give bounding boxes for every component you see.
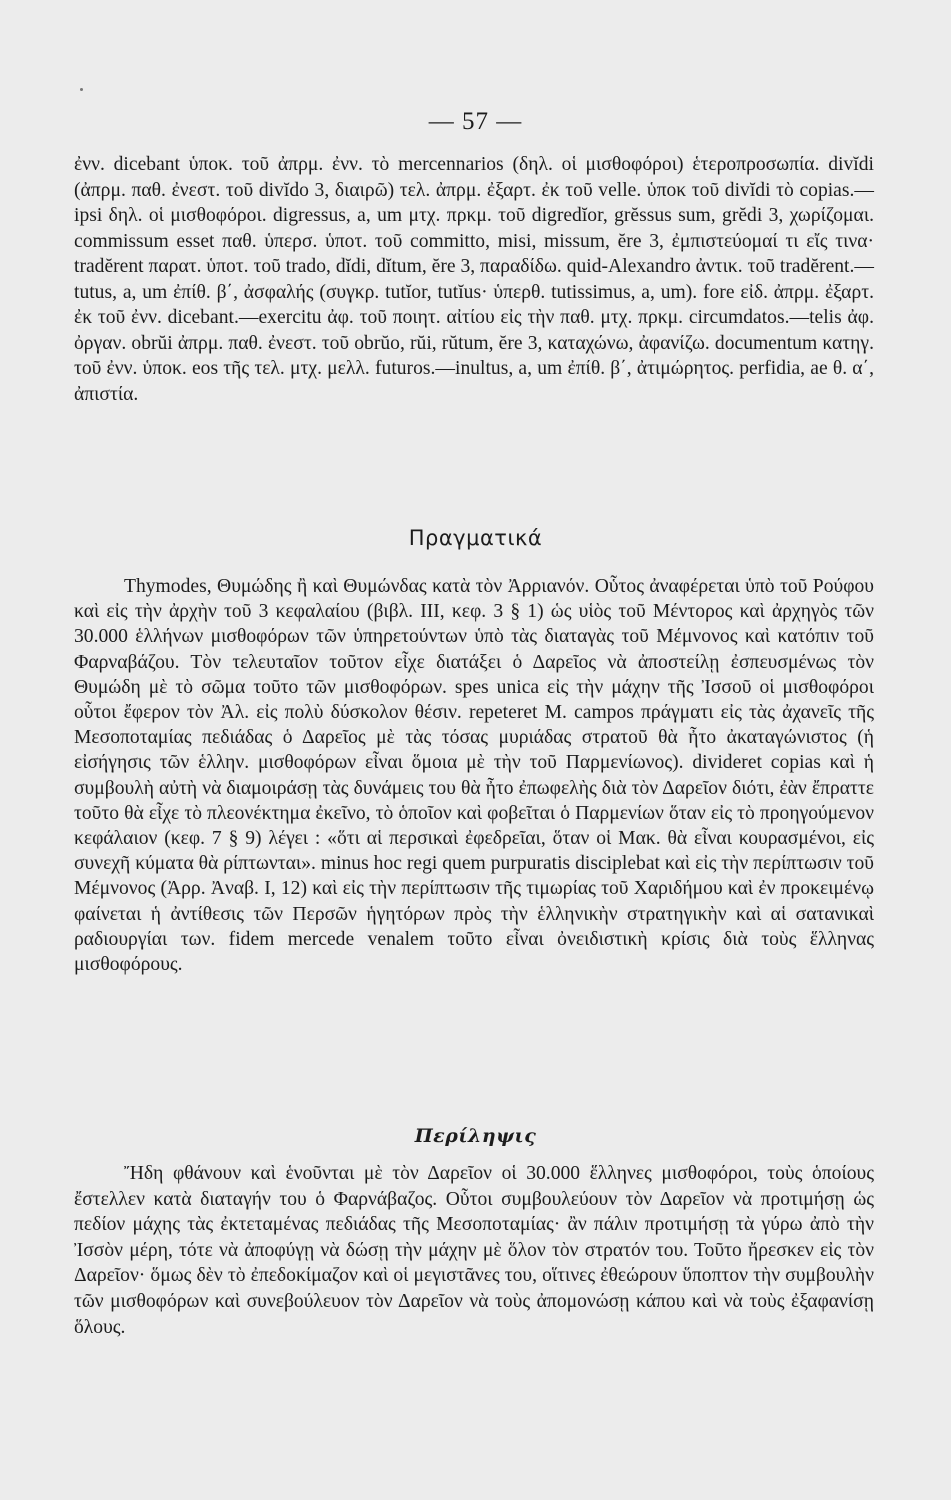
page-number: — 57 —	[428, 108, 523, 135]
section-heading-perilepsis: Περίληψις	[414, 1125, 537, 1147]
vocabulary-gloss	[74, 152, 874, 407]
scan-speck	[80, 88, 83, 91]
section-body-perilepsis	[74, 1161, 874, 1340]
section-body-pragmatika	[74, 574, 874, 977]
perilepsis-paragraph: Ἤδη φθάνουν καὶ ἑνοῦνται μὲ τὸν Δαρεῖον οἱ 30.000 ἕλληνες μισθοφόροι, τοὺς ὁποίους ἔστελλεν κατὰ διαταγήν του ὁ Φαρνάβαζος. Οὗτοι συμβουλεύουν τὸν Δαρεῖον νὰ προτιμήσῃ ὡς πεδίον μάχης τὰς ἐκτεταμένας πεδιάδας τῆς Μεσοποταμίας· ἂν πάλιν προτιμήσῃ τὰ γύρω ἀπὸ τὴν Ἰσσὸν μέρη, τότε νὰ ἀποφύγῃ νὰ δώσῃ τὴν μάχην μὲ ὅλον τὸν στρατόν του. Τοῦτο ἤρεσκεν εἰς τὸν Δαρεῖον· ὅμως δὲν τὸ ἐπεδοκίμαζον καὶ οἱ μεγιστᾶνες του, οἵτινες ἐθεώρουν ὕποπτον τὴν συμβουλὴν τῶν μισθοφόρων καὶ συνεβούλευον τὸν Δαρεῖον νὰ τοὺς ἀπομονώσῃ κάπου καὶ νὰ τοὺς ἐξαφανίσῃ ὅλους.	[74, 1163, 874, 1338]
pragmatika-paragraph: Thymodes, Θυμώδης ἢ καὶ Θυμώνδας κατὰ τὸν Ἀρριανόν. Οὗτος ἀναφέρεται ὑπὸ τοῦ Ρούφου καὶ εἰς τὴν ἀρχὴν τοῦ 3 κεφαλαίου (βιβλ. III, κεφ. 3 § 1) ὡς υἱὸς τοῦ Μέντορος καὶ ἀρχηγὸς τῶν 30.000 ἑλλήνων μισθοφόρων τῶν ὑπηρετούντων ὑπὸ τὰς διαταγὰς τοῦ Μέμνονος καὶ κατόπιν τοῦ Φαρναβάζου. Τὸν τελευταῖον τοῦτον εἶχε διατάξει ὁ Δαρεῖος νὰ ἀποστείλῃ ἐσπευσμένως τὸν Θυμώδη μὲ τὸ σῶμα τοῦτο τῶν μισθοφόρων. spes unica εἰς τὴν μάχην τῆς Ἰσσοῦ οἱ μισθοφόροι οὗτοι ἔφερον τὸν Ἀλ. εἰς πολὺ δύσκολον θέσιν. repeteret M. campos πράγματι εἰς τὰς ἀχανεῖς τῆς Μεσοποταμίας πεδιάδας ὁ Δαρεῖος μὲ τὰς τόσας μυριάδας στρατοῦ θὰ ἦτο ἀκαταγώνιστος (ἡ εἰσήγησις τῶν ἑλλην. μισθοφόρων εἶναι ὅμοια μὲ τὴν τοῦ Παρμενίωνος). divideret copias καὶ ἡ συμβουλὴ αὐτὴ νὰ διαμοιράσῃ τὰς δυνάμεις του θὰ ἦτο ἐπωφελὴς διὰ τὸν Δαρεῖον διότι, ἐὰν ἔπραττε τοῦτο θὰ εἶχε τὸ πλεονέκτημα ἐκεῖνο, τὸ ὁποῖον καὶ φοβεῖται ὁ Παρμενίων ὅταν εἰς τὸ προηγούμενον κεφάλαιον (κεφ. 7 § 9) λέγει : «ὅτι αἱ περσικαὶ ἐφεδρεῖαι, ὅταν οἱ Μακ. θὰ εἶναι κουρασμένοι, εἰς συνεχῆ κύματα θὰ ρίπτωνται». minus hoc regi quem purpuratis disciplebat καὶ εἰς τὴν περίπτωσιν τοῦ Μέμνονος (Ἀρρ. Ἀναβ. I, 12) καὶ εἰς τὴν περίπτωσιν τῆς τιμωρίας τοῦ Χαριδήμου καὶ ἐν προκειμένῳ φαίνεται ἡ ἀντίθεσις τῶν Περσῶν ἡγητόρων πρὸς τὴν ἑλληνικὴν στρατηγικὴν καὶ αἱ σατανικαὶ ραδιουργίαι των. fidem mercede venalem τοῦτο εἶναι ὀνειδιστικὴ κρίσις διὰ τοὺς ἕλληνας μισθοφόρους.	[74, 576, 874, 976]
section-heading-pragmatika: Πραγματικά	[408, 526, 543, 550]
gloss-text: ἐνν. dicebant ὑποκ. τοῦ ἀπρμ. ἐνν. τὸ mercennarios (δηλ. οἱ μισθοφόροι) ἑτεροπροσωπία. divĭdi (ἀπρμ. παθ. ἐνεστ. τοῦ divĭdo 3, διαιρῶ) τελ. ἀπρμ. ἐξαρτ. ἐκ τοῦ velle. ὑποκ τοῦ divĭdi τὸ copias.—ipsi δηλ. οἱ μισθοφόροι. digressus, a, um μτχ. πρκμ. τοῦ digredĭor, grĕssus sum, grĕdi 3, χωρίζομαι. commissum esset παθ. ὑπερσ. ὑποτ. τοῦ committo, misi, missum, ĕre 3, ἐμπιστεύομαί τι εἴς τινα· tradĕrent παρατ. ὑποτ. τοῦ trado, dĭdi, dĭtum, ĕre 3, παραδίδω. quid-Alexandro ἀντικ. τοῦ tradĕrent.—tutus, a, um ἐπίθ. β΄, ἀσφαλής (συγκρ. tutĭor, tutĭus· ὑπερθ. tutissimus, a, um). fore εἰδ. ἀπρμ. ἐξαρτ. ἐκ τοῦ ἐνν. dicebant.—exercitu ἀφ. τοῦ ποιητ. αἰτίου εἰς τὴν παθ. μτχ. πρκμ. circumdatos.—telis ἀφ. ὀργαν. obrŭi ἀπρμ. παθ. ἐνεστ. τοῦ obrŭo, rŭi, rŭtum, ĕre 3, καταχώνω, ἀφανίζω. documentum κατηγ. τοῦ ἐνν. ὑποκ. eos τῆς τελ. μτχ. μελλ. futuros.—inultus, a, um ἐπίθ. β΄, ἀτιμώρητος. perfidia, ae θ. α΄, ἀπιστία.	[74, 154, 874, 405]
